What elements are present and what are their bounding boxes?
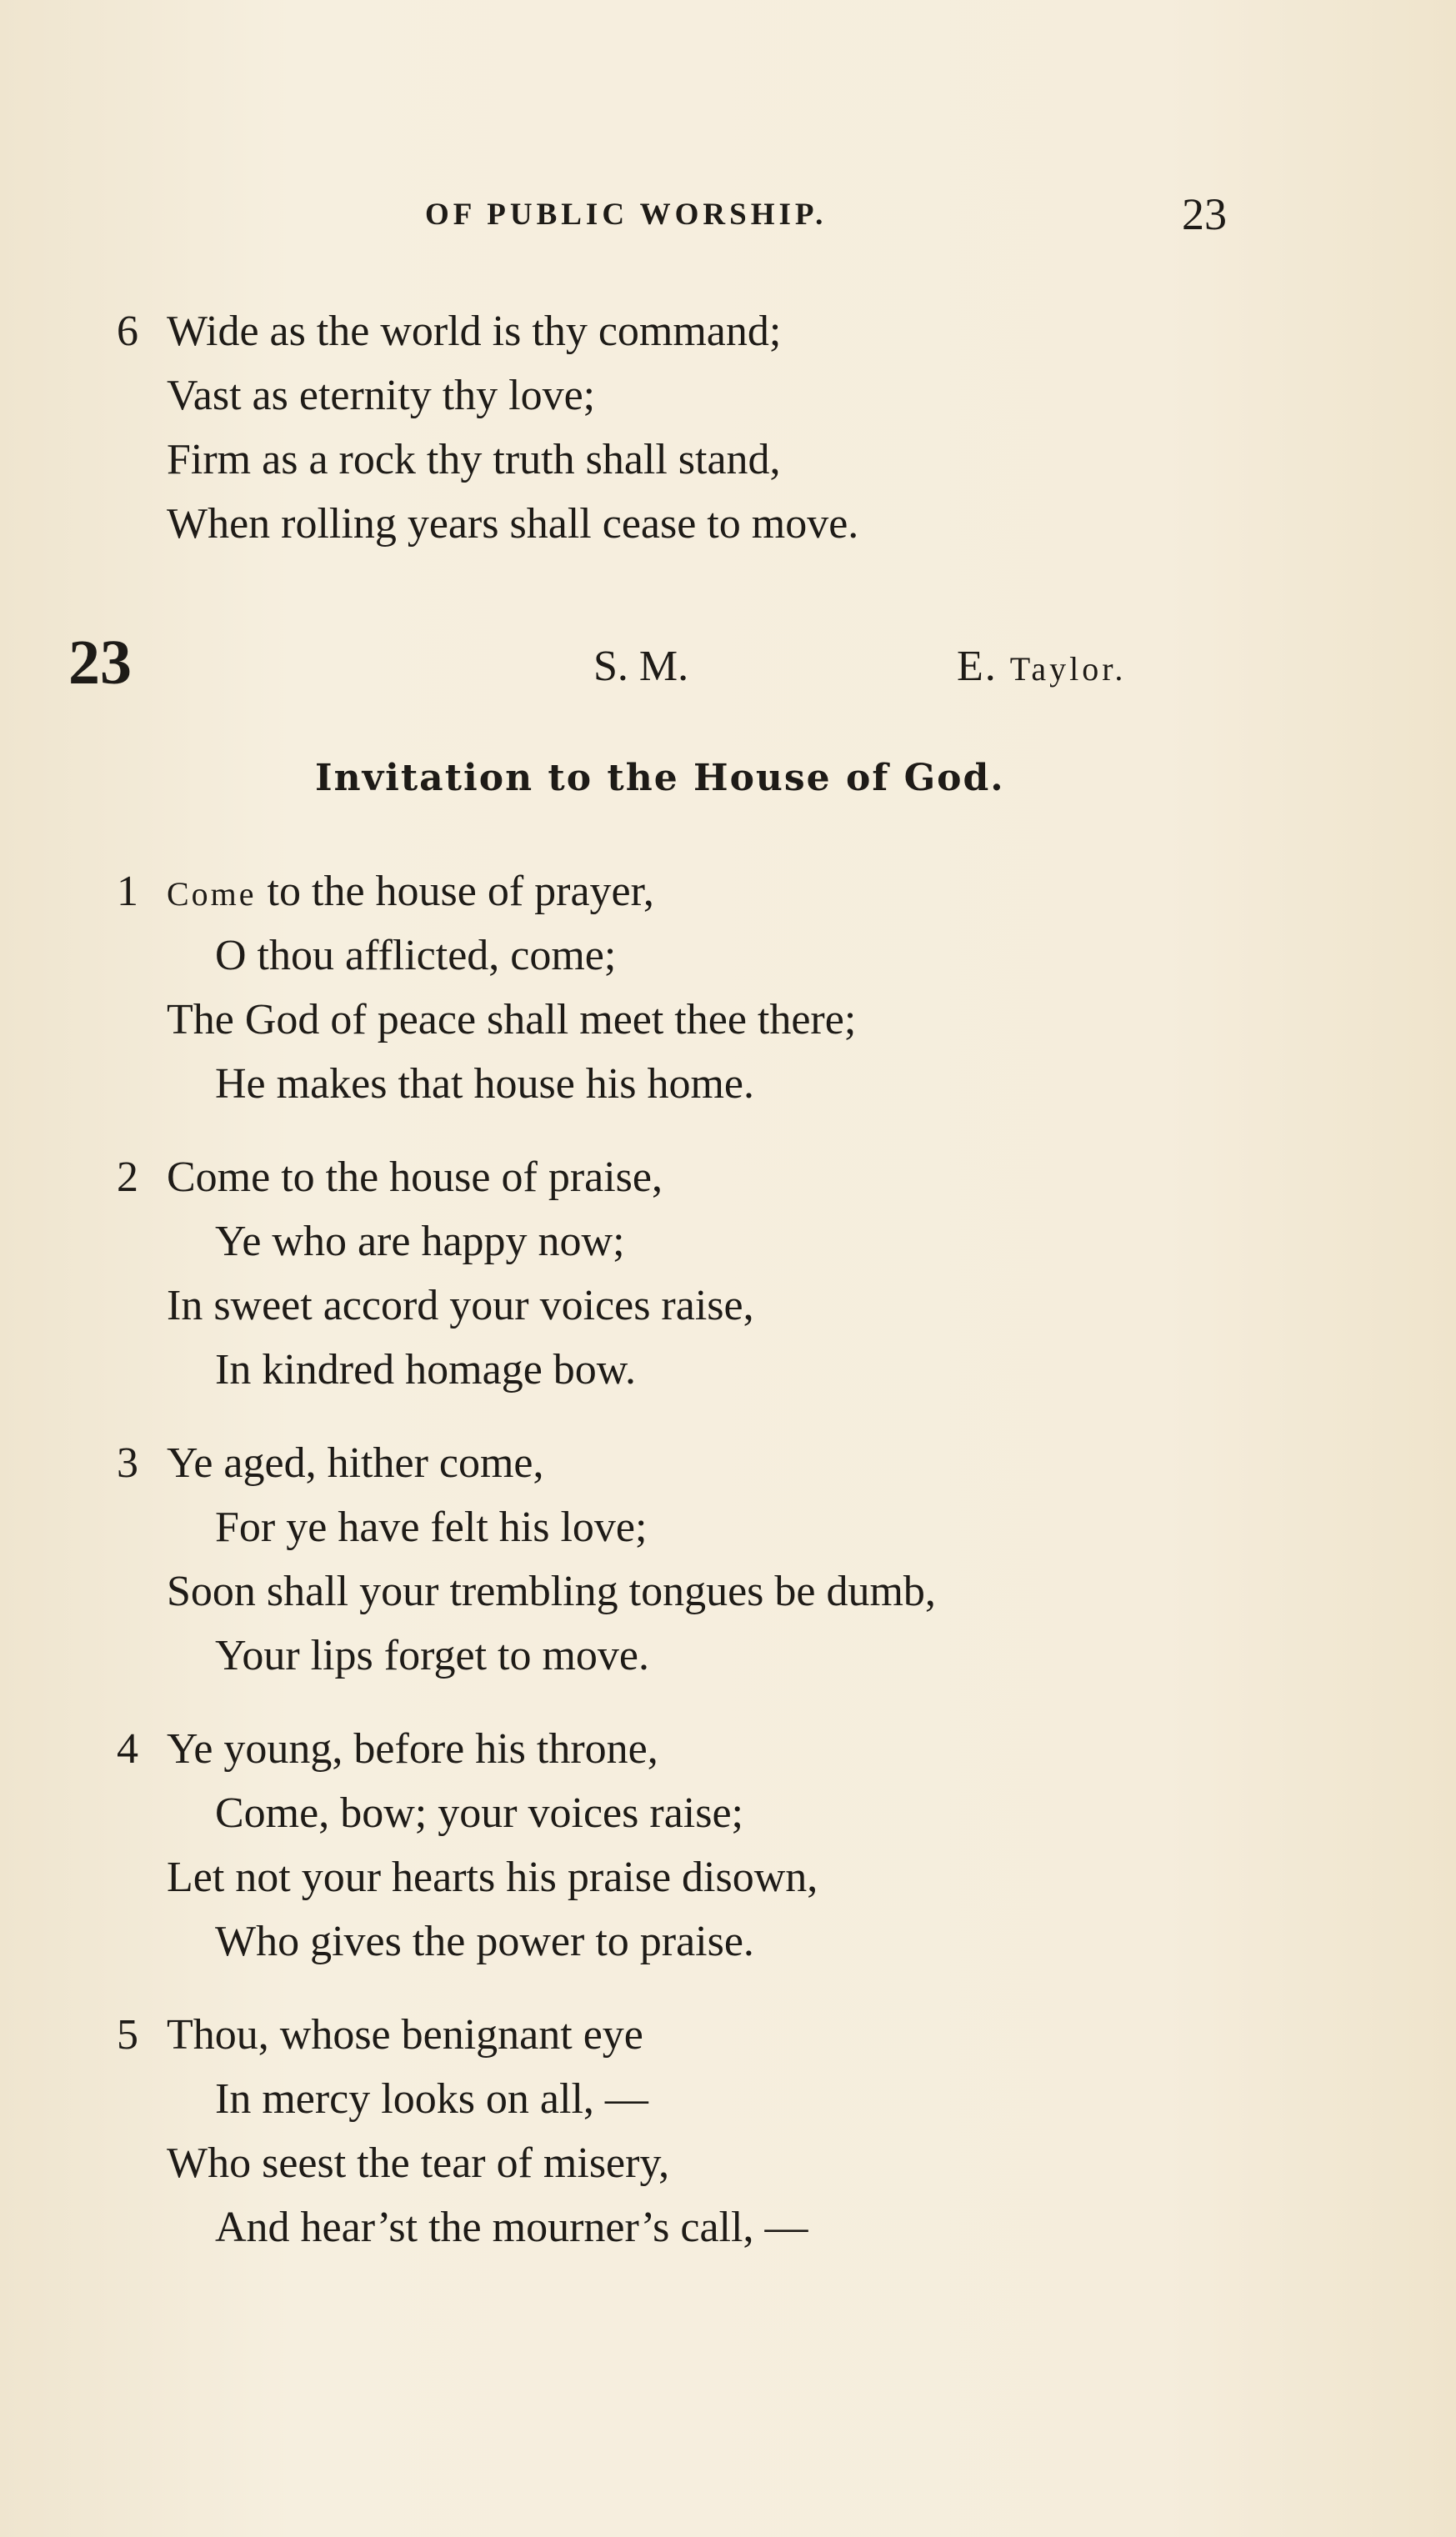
stanza-line [0, 2195, 1333, 2259]
stanza-line [0, 2131, 1333, 2195]
page-number: 23 [1182, 189, 1227, 239]
stanza-line [0, 492, 1333, 556]
stanza-line [0, 1431, 1333, 1495]
verse-line: Firm as a rock thy truth shall stand, [167, 436, 781, 483]
stanza-number: 5 [117, 2011, 138, 2059]
stanza-line [0, 1338, 1333, 1402]
stanza-line [0, 988, 1333, 1052]
stanza-line [0, 1845, 1333, 1909]
verse-line: Come to the house of praise, [167, 1153, 663, 1201]
verse-line: Ye aged, hither come, [167, 1439, 544, 1487]
verse-line: Who seest the tear of misery, [167, 2139, 670, 2187]
stanza-line [0, 859, 1333, 923]
verse-line: Your lips forget to move. [215, 1632, 649, 1679]
verse-line: In sweet accord your voices raise, [167, 1282, 754, 1329]
verse-line: Come, bow; your voices raise; [215, 1789, 743, 1837]
stanza-line [0, 428, 1333, 492]
stanza-line [0, 923, 1333, 988]
stanza-line [0, 1559, 1333, 1624]
verse-line: Soon shall your trembling tongues be dumb, [167, 1568, 936, 1615]
verse-line: Who gives the power to praise. [215, 1918, 754, 1965]
verse-line: For ye have felt his love; [215, 1504, 648, 1551]
stanza-2 [0, 1145, 1333, 1402]
stanza-line [0, 1145, 1333, 1209]
stanza-number: 3 [117, 1439, 138, 1487]
stanza-line [0, 1624, 1333, 1688]
verse-line [167, 859, 654, 926]
stanza-number: 4 [117, 1725, 138, 1773]
stanza-line [0, 1717, 1333, 1781]
stanza-line [0, 1909, 1333, 1974]
stanza-number: 6 [117, 308, 138, 355]
stanza-line [0, 1495, 1333, 1559]
hymn-meter: S. M. [593, 643, 689, 690]
stanza-line [0, 2003, 1333, 2067]
verse-line: And hear’st the mourner’s call, — [215, 2204, 808, 2251]
stanza-line [0, 1052, 1333, 1116]
verse-line: Ye young, before his throne, [167, 1725, 658, 1773]
stanza-line [0, 1274, 1333, 1338]
stanza-5 [0, 2003, 1333, 2259]
stanza-6 [0, 299, 1333, 556]
hymn-author [957, 642, 1126, 691]
hymn-title: Invitation to the House of God. [315, 757, 1005, 799]
verse-line: O thou afflicted, come; [215, 932, 617, 979]
stanza-3 [0, 1431, 1333, 1688]
verse-line: The God of peace shall meet thee there; [167, 996, 857, 1043]
stanza-line [0, 299, 1333, 363]
stanza-4 [0, 1717, 1333, 1974]
verse-line: Wide as the world is thy command; [167, 308, 782, 355]
stanza-number: 2 [117, 1153, 138, 1201]
verse-line: Thou, whose benignant eye [167, 2011, 643, 2059]
verse-line: In kindred homage bow. [215, 1346, 636, 1394]
verse-line: In mercy looks on all, — [215, 2075, 648, 2123]
verse-line: Let not your hearts his praise disown, [167, 1854, 818, 1901]
running-head: OF PUBLIC WORSHIP. [425, 198, 828, 232]
verse-line: He makes that house his home. [215, 1060, 754, 1108]
stanza-1 [0, 859, 1333, 1116]
stanza-line [0, 1209, 1333, 1274]
verse-line: When rolling years shall cease to move. [167, 500, 859, 548]
author-initial: E. [957, 643, 998, 690]
first-line-rest: to the house of prayer, [256, 868, 654, 915]
stanza-line [0, 363, 1333, 428]
verse-line: Vast as eternity thy love; [167, 372, 596, 419]
hymn-number: 23 [68, 628, 132, 698]
verse-line: Ye who are happy now; [215, 1218, 625, 1265]
author-surname: Taylor. [1009, 650, 1127, 688]
stanza-line [0, 2067, 1333, 2131]
stanza-number: 1 [117, 868, 138, 915]
first-word-small-caps: Come [167, 875, 257, 913]
stanza-line [0, 1781, 1333, 1845]
